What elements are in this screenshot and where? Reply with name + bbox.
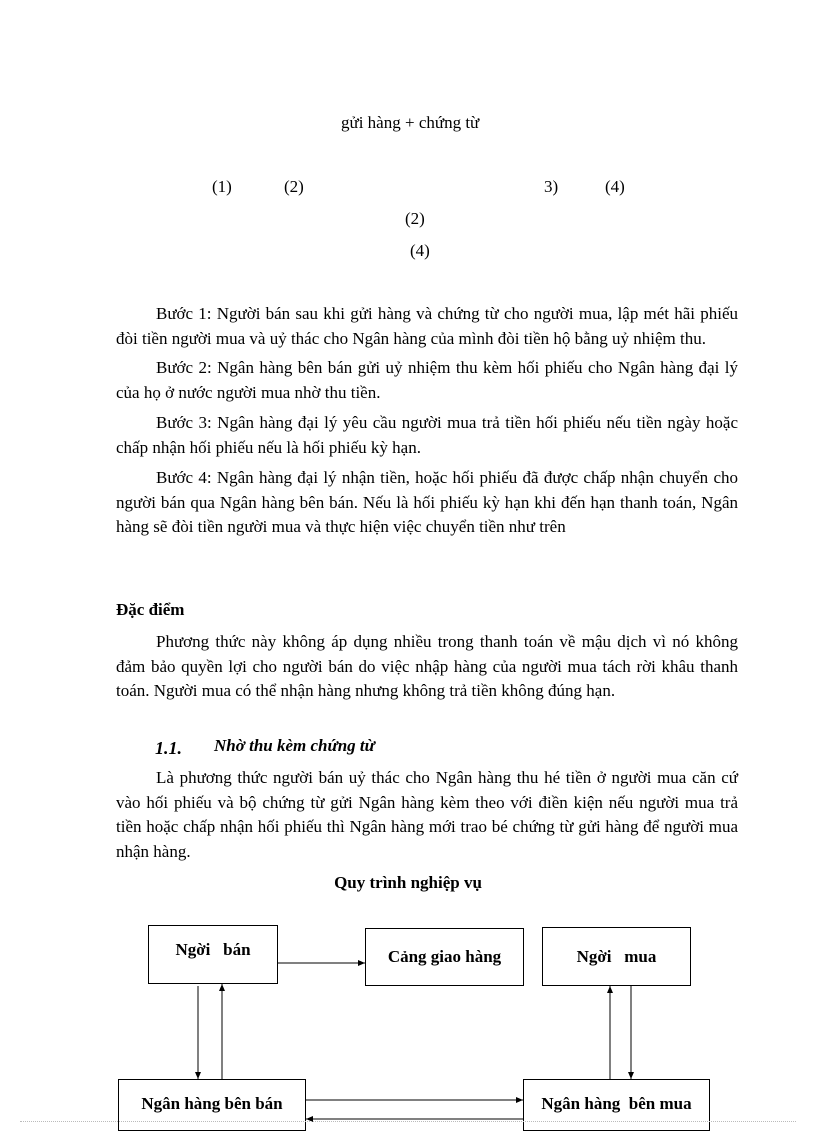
section-number: 1.1. (155, 738, 182, 758)
process-title: Quy trình nghiệp vụ (334, 873, 482, 892)
features-heading: Đặc điểm (116, 600, 185, 619)
seller-label: Ngời bán (175, 940, 251, 959)
buyer-bank-label: Ngân hàng bên mua (541, 1094, 692, 1113)
features-paragraph: Phương thức này không áp dụng nhiều trong thanh toán về mậu dịch vì nó không đảm bảo quyền lợi cho người bán do việc nhập hàng của người mua tách rời khâu thanh toán. Người mua có thể nhận hàng nhưng không trả tiền không đúng hạn. (116, 632, 738, 700)
page-edge-divider (20, 1121, 796, 1122)
step-label-3: 3) (544, 177, 559, 196)
step-label-4-middle: (4) (410, 241, 430, 260)
step-label-2: (2) (284, 177, 304, 196)
seller-bank-label: Ngân hàng bên bán (141, 1094, 283, 1113)
shipment-documents-label: gửi hàng + chứng từ (341, 113, 480, 132)
buyer-label: Ngời mua (576, 946, 657, 966)
port-label: Cảng giao hàng (387, 947, 502, 966)
step-label-1: (1) (212, 177, 232, 196)
step-2-paragraph: Bước 2: Ngân hàng bên bán gửi uỷ nhiệm thu kèm hối phiếu cho Ngân hàng đại lý của họ ở nước người mua nhờ thu tiền. (116, 358, 738, 402)
section-title: Nhờ thu kèm chứng từ (214, 736, 375, 755)
step-3-paragraph: Bước 3: Ngân hàng đại lý yêu cầu người mua trả tiền hối phiếu nếu tiền ngày hoặc chấp nhận hối phiếu nếu là hối phiếu kỳ hạn. (116, 413, 738, 457)
section-paragraph: Là phương thức người bán uỷ thác cho Ngân hàng thu hé tiền ở người mua căn cứ vào hối phiếu và bộ chứng từ gửi Ngân hàng kèm theo với điền kiện nếu người mua trả tiền hoặc chấp nhận hối phiếu thì Ngân hàng mới trao bé chứng từ gửi hàng để người mua nhận hàng. (116, 768, 738, 861)
step-label-4: (4) (605, 177, 625, 196)
step-1-paragraph: Bước 1: Người bán sau khi gửi hàng và chứng từ cho người mua, lập mét hãi phiếu đòi tiền người mua và uỷ thác cho Ngân hàng của mình đòi tiền hộ bằng uỷ nhiệm thu. (116, 304, 738, 348)
step-label-2-middle: (2) (405, 209, 425, 228)
step-4-paragraph: Bước 4: Ngân hàng đại lý nhận tiền, hoặc hối phiếu đã được chấp nhận chuyển cho người bán qua Ngân hàng bên bán. Nếu là hối phiếu kỳ hạn khi đến hạn thanh toán, Ngân hàng sẽ đòi tiền người mua và thực hiện việc chuyển tiền như trên (116, 468, 738, 536)
